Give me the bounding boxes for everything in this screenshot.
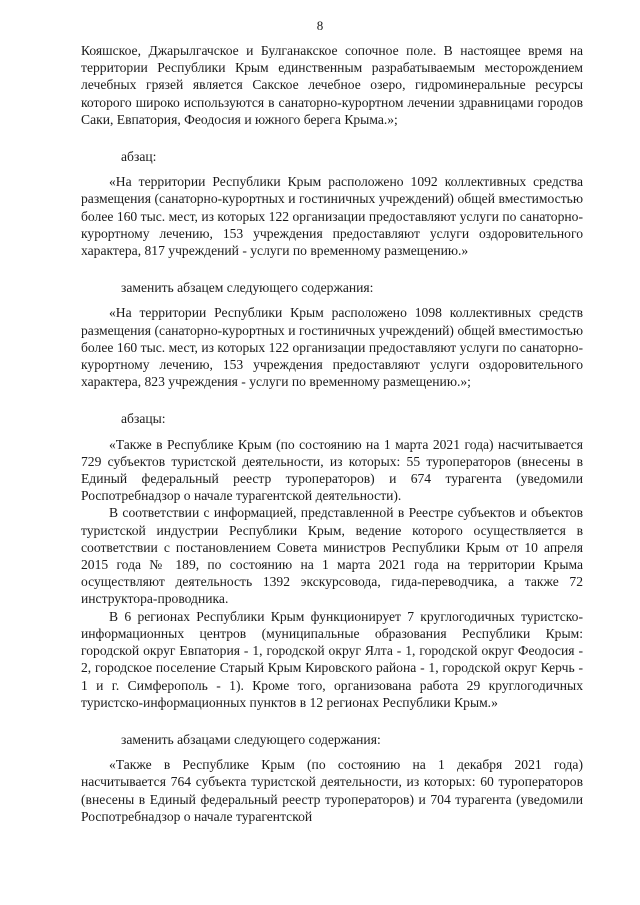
paragraph-old-registry: В соответствии с информацией, представленной в Реестре субъектов и объектов туристской индустрии Республики Крым, ведение которого осуществляется в соответствии с постановлением Совета министров Республики Крым от 10 апреля 2015 года № 189, по состоянию на 1 марта 2021 года на территории Крыма осуществляют деятельность 1392 экскурсовода, гида-переводчика, а также 72 инструктора-проводника. [81, 505, 583, 607]
paragraph-new-tour-subjects: «Также в Республике Крым (по состоянию на 1 декабря 2021 года) насчитывается 764 субъекта туристской деятельности, из которых: 60 туроператоров (внесены в Единый федеральный реестр туроператоров) и 704 турагента (уведомили Роспотребнадзор о начале турагентской [81, 757, 583, 824]
paragraph-new-accommodation: «На территории Республики Крым расположено 1098 коллективных средств размещения (санаторно-курортных и гостиничных учреждений) общей вместимостью более 160 тыс. мест, из которых 122 организации предоставляют услуги по санаторно-курортному лечению, 153 учреждения предоставляют услуги оздоровительного характера, 823 учреждения - услуги по временному размещению.»; [81, 305, 583, 390]
label-replace-paragraphs: заменить абзацами следующего содержания: [121, 731, 381, 747]
label-replace-paragraph: заменить абзацем следующего содержания: [121, 280, 374, 296]
paragraph-old-accommodation: «На территории Республики Крым расположено 1092 коллективных средства размещения (санаторно-курортных и гостиничных учреждений) общей вместимостью более 160 тыс. мест, из которых 122 организации предоставляют услуги по санаторно-курортному лечению, 153 учреждения предоставляют услуги оздоровительного характера, 817 учреждений - услуги по временному размещению.» [81, 174, 583, 259]
paragraph-old-tour-subjects: «Также в Республике Крым (по состоянию на 1 марта 2021 года) насчитывается 729 субъектов туристской деятельности, из которых: 55 туроператоров (внесены в Единый федеральный реестр туроператоров) и 674 турагента (уведомили Роспотребнадзор о начале турагентской деятельности). [81, 436, 583, 504]
paragraph-old-info-centers: В 6 регионах Республики Крым функционирует 7 круглогодичных туристско-информационных центров (муниципальные образования Республики Крым: городской округ Евпатория - 1, городской округ Ялта - 1, городской округ Феодосия - 2, городское поселение Старый Крым Кировского района - 1, городской округ Керчь - 1 и г. Симферополь - 1). Кроме того, организована работа 29 круглогодичных туристско-информационных пунктов в 12 регионах Республики Крым.» [81, 608, 583, 710]
label-abzacy: абзацы: [121, 411, 166, 427]
label-abzac: абзац: [121, 149, 157, 165]
paragraph-previous-continuation: Кояшское, Джарылгачское и Булганакское сопочное поле. В настоящее время на территории Республики Крым единственным разрабатываемым месторождением лечебных грязей является Сакское лечебное озеро, гидроминеральные ресурсы которого широко используются в санаторно-курортном лечении здравницами городов Саки, Евпатория, Феодосия и южного берега Крыма.»; [81, 43, 583, 127]
page-number: 8 [316, 18, 324, 33]
document-body [81, 42, 583, 825]
